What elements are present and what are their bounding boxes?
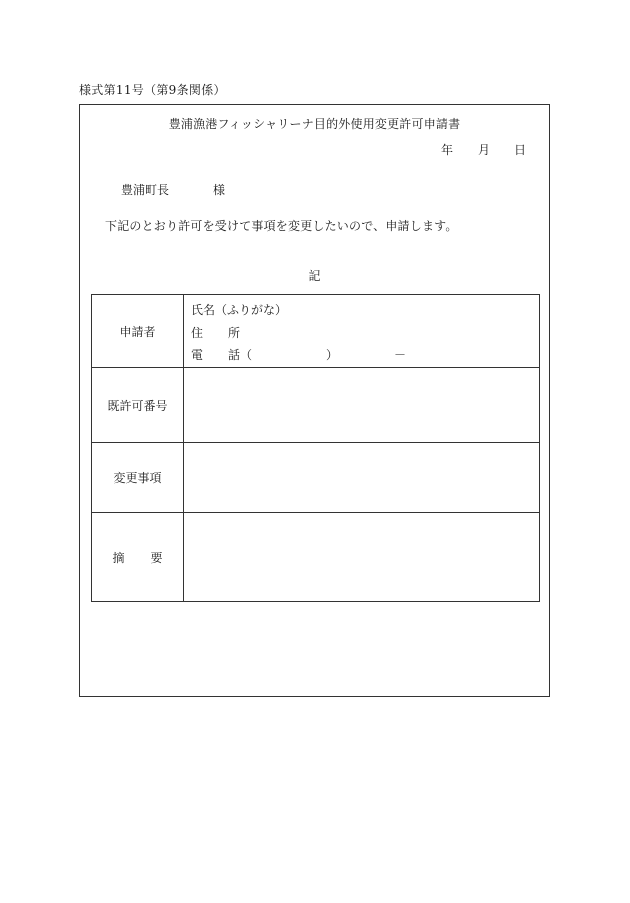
applicant-label: 申請者 [92,295,184,368]
phone-close-paren: ） [326,348,339,362]
intro-text: 下記のとおり許可を受けて事項を変更したいので、申請します。 [105,219,458,233]
document-title: 豊浦漁港フィッシャリーナ目的外使用変更許可申請書 [168,117,461,131]
changes-field[interactable] [184,443,540,513]
phone-dash: － [394,348,407,362]
addressee: 豊浦町長 [121,183,170,197]
table-row-remarks [92,513,540,602]
remarks-field[interactable] [184,513,540,602]
form-number: 様式第11号（第9条関係） [79,83,226,97]
address-label-part-2: 所 [228,326,241,340]
form-frame [79,104,550,697]
address-label-part-1: 住 [191,326,204,340]
date-day: 日 [514,143,527,157]
name-label: 氏名（ふりがな） [191,303,288,317]
table-row-applicant [92,295,540,368]
honorific: 様 [213,183,226,197]
table-row-existing-permit [92,368,540,443]
phone-label-part-1: 電 [191,348,204,362]
phone-label-part-2: 話（ [228,348,253,362]
remarks-label-part-2: 要 [150,550,163,565]
existing-permit-field[interactable] [184,368,540,443]
remarks-label-part-1: 摘 [112,550,125,565]
table-row-changes [92,443,540,513]
record-heading: 記 [308,269,321,283]
date-month: 月 [478,143,491,157]
remarks-label [92,513,184,602]
date-year: 年 [441,143,454,157]
applicant-field[interactable] [184,295,540,368]
existing-permit-label: 既許可番号 [92,368,184,443]
changes-label: 変更事項 [92,443,184,513]
details-table [91,294,540,602]
